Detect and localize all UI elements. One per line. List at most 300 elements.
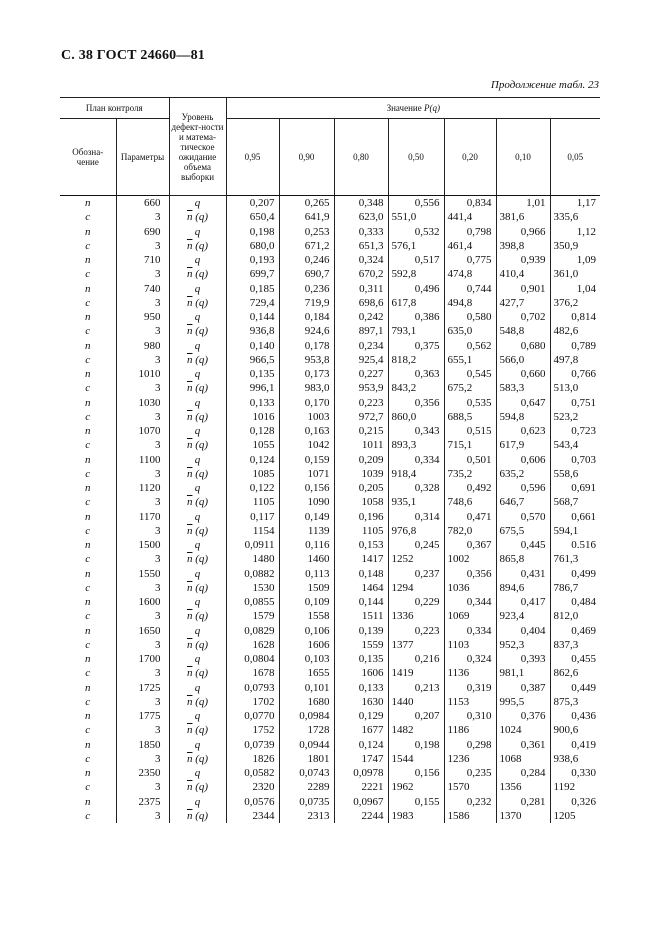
value-cell: 0,361 [496, 738, 550, 752]
value-cell: 0,173 [279, 367, 334, 381]
value-cell: 2313 [279, 809, 334, 823]
value-cell: 1294 [388, 581, 444, 595]
value-cell: 0,751 [550, 396, 600, 410]
value-cell: 0,193 [226, 253, 279, 267]
value-cell: 461,4 [444, 239, 496, 253]
value-cell: 646,7 [496, 495, 550, 509]
value-cell: 735,2 [444, 467, 496, 481]
value-cell: 0,185 [226, 282, 279, 296]
plan-symbol-cell: c [85, 382, 91, 395]
value-cell: 1252 [388, 552, 444, 566]
table-continuation-caption: Продолжение табл. 23 [490, 79, 599, 91]
level-cell: q [169, 709, 226, 723]
value-cell: 761,3 [550, 552, 600, 566]
plan-parameter-cell: 1070 [116, 424, 169, 438]
level-cell: $\overline{n}$ (q) [169, 210, 226, 224]
value-cell: 0,122 [226, 481, 279, 495]
value-cell: 1,04 [550, 282, 600, 296]
value-cell: 548,8 [496, 324, 550, 338]
value-cell: 953,8 [279, 353, 334, 367]
value-cell: 0,0582 [226, 766, 279, 780]
level-cell: q [169, 766, 226, 780]
value-cell: 0,223 [334, 396, 388, 410]
value-cell: 0,198 [388, 738, 444, 752]
value-cell: 719,9 [279, 296, 334, 310]
value-cell: 651,3 [334, 239, 388, 253]
value-cell: 0,0855 [226, 595, 279, 609]
level-cell: q [169, 595, 226, 609]
value-cell: 0,156 [388, 766, 444, 780]
value-cell: 0,343 [388, 424, 444, 438]
value-cell: 1103 [444, 638, 496, 652]
value-cell: 0,281 [496, 795, 550, 809]
plan-parameter-cell: 2375 [116, 795, 169, 809]
value-cell: 699,7 [226, 267, 279, 281]
plan-symbol-cell: n [85, 425, 91, 438]
value-cell: 0,216 [388, 652, 444, 666]
value-cell: 0,393 [496, 652, 550, 666]
value-cell: 0,562 [444, 339, 496, 353]
value-cell: 566,0 [496, 353, 550, 367]
level-cell: $\overline{n}$ (q) [169, 524, 226, 538]
value-cell: 0,284 [496, 766, 550, 780]
value-cell: 427,7 [496, 296, 550, 310]
value-cell: 894,6 [496, 581, 550, 595]
plan-symbol-cell: c [85, 268, 91, 281]
value-cell: 0,144 [226, 310, 279, 324]
value-cell: 0,471 [444, 510, 496, 524]
value-cell: 966,5 [226, 353, 279, 367]
level-cell: $\overline{n}$ (q) [169, 438, 226, 452]
plan-symbol-cell: c [85, 809, 91, 822]
value-cell: 0,535 [444, 396, 496, 410]
value-cell: 0,367 [444, 538, 496, 552]
table-row [60, 795, 600, 809]
table-row [60, 538, 600, 552]
value-cell: 0,0804 [226, 652, 279, 666]
value-cell: 0,153 [334, 538, 388, 552]
value-cell: 0,499 [550, 567, 600, 581]
level-cell: q [169, 738, 226, 752]
plan-symbol-cell: n [85, 482, 91, 495]
value-cell: 1153 [444, 695, 496, 709]
value-cell: 0,207 [226, 196, 279, 211]
value-cell: 936,8 [226, 324, 279, 338]
value-cell: 0,0735 [279, 795, 334, 809]
value-cell: 1570 [444, 780, 496, 794]
plan-symbol-cell: c [85, 667, 91, 680]
level-cell: q [169, 624, 226, 638]
value-cell: 1136 [444, 666, 496, 680]
plan-parameter-cell: 3 [116, 723, 169, 737]
value-cell: 1677 [334, 723, 388, 737]
plan-symbol-cell: n [85, 339, 91, 352]
value-cell: 0,133 [334, 681, 388, 695]
value-cell: 938,6 [550, 752, 600, 766]
value-cell: 782,0 [444, 524, 496, 538]
value-cell: 1558 [279, 609, 334, 623]
level-cell: q [169, 795, 226, 809]
level-cell: q [169, 367, 226, 381]
table-row [60, 239, 600, 253]
value-cell: 0,834 [444, 196, 496, 211]
plan-parameter-cell: 3 [116, 752, 169, 766]
value-cell: 923,4 [496, 609, 550, 623]
value-cell: 1,01 [496, 196, 550, 211]
value-cell: 1417 [334, 552, 388, 566]
value-cell: 976,8 [388, 524, 444, 538]
value-cell: 0,178 [279, 339, 334, 353]
value-cell: 482,6 [550, 324, 600, 338]
value-cell: 0,449 [550, 681, 600, 695]
level-cell: $\overline{n}$ (q) [169, 296, 226, 310]
value-cell: 0,363 [388, 367, 444, 381]
table-row [60, 609, 600, 623]
plan-symbol-cell: n [85, 311, 91, 324]
prob-column-header: 0,90 [279, 119, 334, 196]
value-cell: 381,6 [496, 210, 550, 224]
value-cell: 641,9 [279, 210, 334, 224]
plan-parameter-cell: 2350 [116, 766, 169, 780]
level-cell: q [169, 481, 226, 495]
value-cell: 1702 [226, 695, 279, 709]
value-cell: 1480 [226, 552, 279, 566]
value-cell: 1628 [226, 638, 279, 652]
level-cell: q [169, 510, 226, 524]
plan-parameter-cell: 3 [116, 809, 169, 823]
value-cell: 1606 [279, 638, 334, 652]
plan-symbol-cell: c [85, 610, 91, 623]
level-cell: q [169, 453, 226, 467]
value-cell: 2289 [279, 780, 334, 794]
value-cell: 398,8 [496, 239, 550, 253]
plan-parameter-cell: 3 [116, 410, 169, 424]
value-cell: 1003 [279, 410, 334, 424]
col-symbol-header: Обозна-чение [60, 119, 116, 196]
value-cell: 671,2 [279, 239, 334, 253]
value-cell: 350,9 [550, 239, 600, 253]
prob-column-header: 0,05 [550, 119, 600, 196]
value-cell: 2244 [334, 809, 388, 823]
table-row [60, 282, 600, 296]
value-cell: 837,3 [550, 638, 600, 652]
plan-symbol-cell: c [85, 752, 91, 765]
table-row [60, 595, 600, 609]
value-cell: 0,545 [444, 367, 496, 381]
table-row [60, 253, 600, 267]
value-cell: 650,4 [226, 210, 279, 224]
level-cell: $\overline{n}$ (q) [169, 752, 226, 766]
table-row [60, 624, 600, 638]
value-header-symbol: P(q) [423, 103, 440, 113]
value-cell: 897,1 [334, 324, 388, 338]
value-cell: 543,4 [550, 438, 600, 452]
table-row [60, 738, 600, 752]
level-cell: $\overline{n}$ (q) [169, 723, 226, 737]
value-cell: 335,6 [550, 210, 600, 224]
value-cell: 0,356 [388, 396, 444, 410]
value-cell: 1071 [279, 467, 334, 481]
plan-parameter-cell: 1030 [116, 396, 169, 410]
value-cell: 0,198 [226, 225, 279, 239]
value-cell: 0,324 [444, 652, 496, 666]
value-cell: 1356 [496, 780, 550, 794]
plan-symbol-cell: n [85, 653, 91, 666]
value-cell: 0,596 [496, 481, 550, 495]
level-cell: q [169, 681, 226, 695]
value-cell: 900,6 [550, 723, 600, 737]
table-row [60, 481, 600, 495]
value-cell: 1055 [226, 438, 279, 452]
value-cell: 1058 [334, 495, 388, 509]
plan-parameter-cell: 3 [116, 267, 169, 281]
level-cell: $\overline{n}$ (q) [169, 581, 226, 595]
value-cell: 818,2 [388, 353, 444, 367]
value-cell: 1016 [226, 410, 279, 424]
value-cell: 0,492 [444, 481, 496, 495]
plan-parameter-cell: 690 [116, 225, 169, 239]
value-cell: 0,207 [388, 709, 444, 723]
value-cell: 1464 [334, 581, 388, 595]
value-cell: 0,0743 [279, 766, 334, 780]
value-cell: 0,387 [496, 681, 550, 695]
value-cell: 474,8 [444, 267, 496, 281]
plan-parameter-cell: 3 [116, 381, 169, 395]
value-cell: 568,7 [550, 495, 600, 509]
plan-symbol-cell: n [85, 368, 91, 381]
level-cell: q [169, 310, 226, 324]
value-cell: 1511 [334, 609, 388, 623]
plan-symbol-cell: n [85, 795, 91, 808]
table-row [60, 567, 600, 581]
value-cell: 0,386 [388, 310, 444, 324]
value-cell: 1192 [550, 780, 600, 794]
table-row [60, 467, 600, 481]
value-cell: 0,814 [550, 310, 600, 324]
value-cell: 935,1 [388, 495, 444, 509]
value-cell: 0,376 [496, 709, 550, 723]
value-cell: 918,4 [388, 467, 444, 481]
plan-parameter-cell: 1850 [116, 738, 169, 752]
plan-symbol-cell: c [85, 325, 91, 338]
value-cell: 953,9 [334, 381, 388, 395]
plan-symbol-cell: n [85, 738, 91, 751]
value-cell: 0,159 [279, 453, 334, 467]
value-cell: 952,3 [496, 638, 550, 652]
value-cell: 1186 [444, 723, 496, 737]
plan-symbol-cell: c [85, 524, 91, 537]
value-cell: 617,9 [496, 438, 550, 452]
level-cell: $\overline{n}$ (q) [169, 809, 226, 823]
plan-symbol-cell: c [85, 239, 91, 252]
value-cell: 583,3 [496, 381, 550, 395]
value-cell: 0,344 [444, 595, 496, 609]
plan-parameter-cell: 1775 [116, 709, 169, 723]
value-cell: 675,5 [496, 524, 550, 538]
table-row [60, 809, 600, 823]
value-cell: 0,334 [444, 624, 496, 638]
value-cell: 1544 [388, 752, 444, 766]
level-cell: q [169, 538, 226, 552]
plan-parameter-cell: 3 [116, 467, 169, 481]
plan-parameter-cell: 660 [116, 196, 169, 211]
value-cell: 1,17 [550, 196, 600, 211]
value-cell: 1205 [550, 809, 600, 823]
value-cell: 1962 [388, 780, 444, 794]
table-row [60, 495, 600, 509]
value-cell: 0,334 [388, 453, 444, 467]
value-cell: 2344 [226, 809, 279, 823]
value-cell: 1460 [279, 552, 334, 566]
value-cell: 0,140 [226, 339, 279, 353]
value-cell: 0,556 [388, 196, 444, 211]
plan-symbol-cell: c [85, 553, 91, 566]
level-cell: q [169, 253, 226, 267]
value-cell: 0,155 [388, 795, 444, 809]
value-cell: 0,484 [550, 595, 600, 609]
value-cell: 0,517 [388, 253, 444, 267]
plan-parameter-cell: 3 [116, 438, 169, 452]
table-row [60, 723, 600, 737]
value-cell: 0,129 [334, 709, 388, 723]
value-cell: 1370 [496, 809, 550, 823]
prob-column-header: 0,50 [388, 119, 444, 196]
value-cell: 996,1 [226, 381, 279, 395]
value-cell: 875,3 [550, 695, 600, 709]
value-cell: 635,2 [496, 467, 550, 481]
level-cell: q [169, 225, 226, 239]
value-cell: 860,0 [388, 410, 444, 424]
plan-parameter-cell: 3 [116, 552, 169, 566]
table-row [60, 752, 600, 766]
value-cell: 0,789 [550, 339, 600, 353]
table-row [60, 225, 600, 239]
value-cell: 0,330 [550, 766, 600, 780]
plan-parameter-cell: 3 [116, 581, 169, 595]
plan-symbol-cell: n [85, 539, 91, 552]
value-cell: 0,242 [334, 310, 388, 324]
value-cell: 0,205 [334, 481, 388, 495]
oc-table [60, 97, 600, 823]
table-row [60, 780, 600, 794]
value-cell: 0,766 [550, 367, 600, 381]
value-cell: 1728 [279, 723, 334, 737]
plan-symbol-cell: n [85, 254, 91, 267]
value-cell: 1579 [226, 609, 279, 623]
value-cell: 623,0 [334, 210, 388, 224]
value-cell: 670,2 [334, 267, 388, 281]
value-cell: 0,234 [334, 339, 388, 353]
plan-parameter-cell: 3 [116, 695, 169, 709]
value-cell: 0,156 [279, 481, 334, 495]
value-cell: 635,0 [444, 324, 496, 338]
plan-parameter-cell: 1120 [116, 481, 169, 495]
value-cell: 1011 [334, 438, 388, 452]
value-cell: 1139 [279, 524, 334, 538]
value-cell: 0,314 [388, 510, 444, 524]
plan-symbol-cell: n [85, 282, 91, 295]
table-row [60, 766, 600, 780]
value-cell: 0,419 [550, 738, 600, 752]
value-cell: 924,6 [279, 324, 334, 338]
level-cell: $\overline{n}$ (q) [169, 353, 226, 367]
value-cell: 0,680 [496, 339, 550, 353]
plan-symbol-cell: c [85, 296, 91, 309]
value-cell: 1105 [226, 495, 279, 509]
value-cell: 893,3 [388, 438, 444, 452]
value-cell: 0,0882 [226, 567, 279, 581]
value-cell: 1024 [496, 723, 550, 737]
value-cell: 0,580 [444, 310, 496, 324]
table-row [60, 353, 600, 367]
plan-symbol-cell: c [85, 724, 91, 737]
table-row [60, 381, 600, 395]
table-row [60, 210, 600, 224]
value-cell: 558,6 [550, 467, 600, 481]
value-cell: 1085 [226, 467, 279, 481]
table-row [60, 666, 600, 680]
value-cell: 0,775 [444, 253, 496, 267]
value-cell: 0,265 [279, 196, 334, 211]
level-cell: $\overline{n}$ (q) [169, 239, 226, 253]
value-cell: 0,298 [444, 738, 496, 752]
table-row [60, 552, 600, 566]
value-cell: 698,6 [334, 296, 388, 310]
plan-parameter-cell: 1600 [116, 595, 169, 609]
value-cell: 0,966 [496, 225, 550, 239]
value-cell: 0,647 [496, 396, 550, 410]
value-cell: 0,113 [279, 567, 334, 581]
value-cell: 0,0967 [334, 795, 388, 809]
plan-symbol-cell: n [85, 510, 91, 523]
value-cell: 0,246 [279, 253, 334, 267]
value-cell: 0,184 [279, 310, 334, 324]
value-cell: 1826 [226, 752, 279, 766]
value-cell: 1,09 [550, 253, 600, 267]
level-cell: $\overline{n}$ (q) [169, 695, 226, 709]
plan-symbol-cell: n [85, 624, 91, 637]
value-cell: 0,723 [550, 424, 600, 438]
value-cell: 0,117 [226, 510, 279, 524]
value-cell: 0,375 [388, 339, 444, 353]
value-cell: 786,7 [550, 581, 600, 595]
plan-parameter-cell: 1170 [116, 510, 169, 524]
plan-symbol-cell: c [85, 211, 91, 224]
value-cell: 843,2 [388, 381, 444, 395]
value-cell: 1090 [279, 495, 334, 509]
table-row [60, 424, 600, 438]
plan-parameter-cell: 710 [116, 253, 169, 267]
value-cell: 0,0793 [226, 681, 279, 695]
value-cell: 576,1 [388, 239, 444, 253]
value-cell: 1678 [226, 666, 279, 680]
value-cell: 0,0944 [279, 738, 334, 752]
plan-parameter-cell: 980 [116, 339, 169, 353]
plan-symbol-cell: c [85, 439, 91, 452]
value-cell: 361,0 [550, 267, 600, 281]
value-cell: 862,6 [550, 666, 600, 680]
plan-parameter-cell: 3 [116, 666, 169, 680]
level-cell: $\overline{n}$ (q) [169, 381, 226, 395]
plan-parameter-cell: 3 [116, 324, 169, 338]
table-row [60, 396, 600, 410]
level-cell: $\overline{n}$ (q) [169, 267, 226, 281]
value-cell: 0,135 [334, 652, 388, 666]
value-cell: 1747 [334, 752, 388, 766]
table-row [60, 652, 600, 666]
value-cell: 0,703 [550, 453, 600, 467]
value-cell: 0,532 [388, 225, 444, 239]
